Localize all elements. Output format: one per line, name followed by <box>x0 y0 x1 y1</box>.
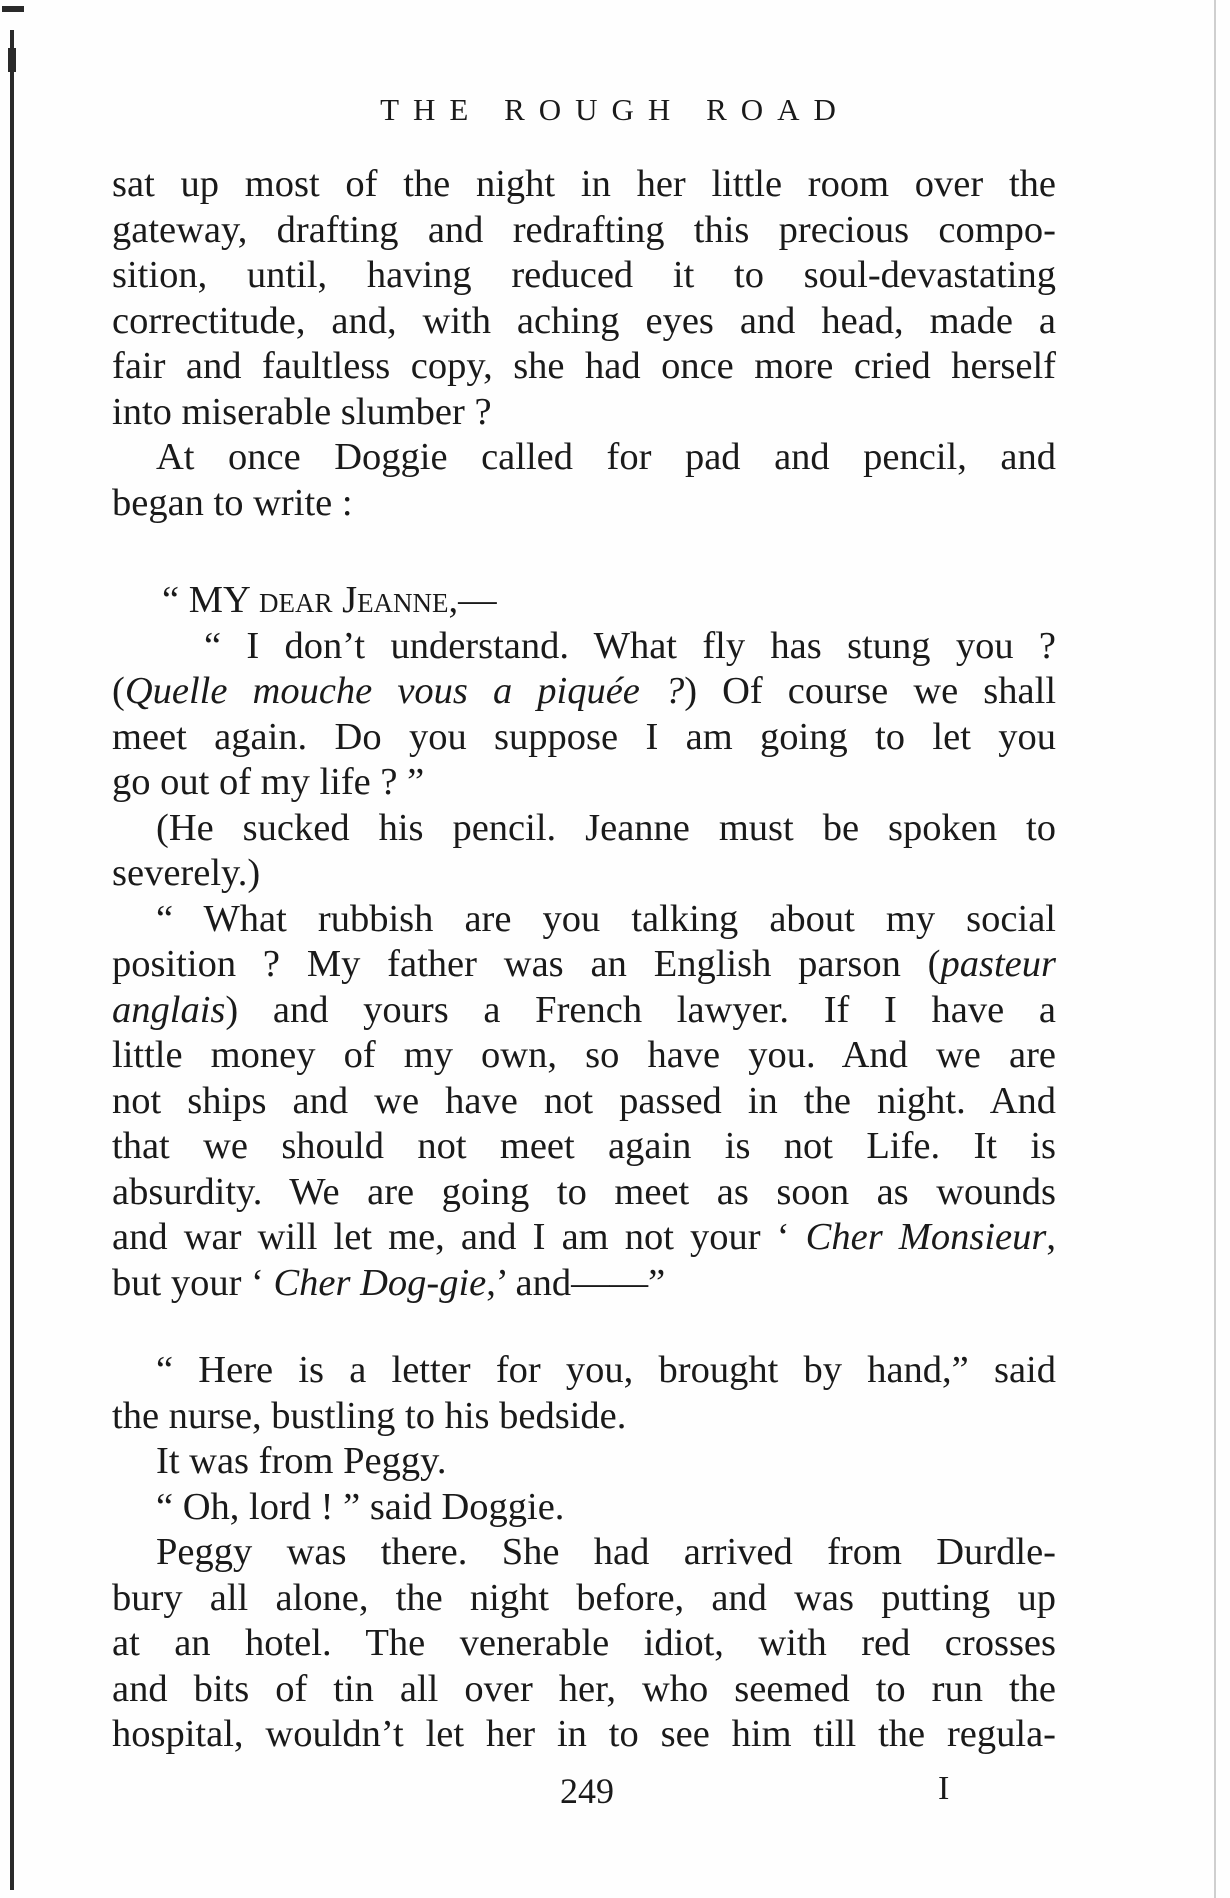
text-line: at an hotel. The venerable idiot, with red crosses <box>112 1622 1056 1664</box>
paragraph-block <box>112 1348 1056 1758</box>
text-line: “ I don’t understand. What fly has stung you ? <box>204 624 1056 667</box>
text-line: but your ‘ Cher Dog-gie,’ and——” <box>112 1261 666 1304</box>
binding-mark <box>8 48 16 72</box>
text-line: “ What rubbish are you talking about my social <box>156 897 1056 940</box>
paragraph-block <box>112 162 1056 526</box>
text-line: go out of my life ? ” <box>112 761 425 803</box>
running-head: THE ROUGH ROAD <box>380 92 850 127</box>
text-line: and war will let me, and I am not your ‘ Cher Monsieur, <box>112 1216 1056 1258</box>
letter-salutation: “ MY dear Jeanne,— <box>162 579 497 621</box>
text-line: the nurse, bustling to his bedside. <box>112 1394 627 1437</box>
text-line: “ Here is a letter for you, brought by hand,” said <box>156 1349 1056 1391</box>
text-line: (Quelle mouche vous a piquée ?) Of course we shall <box>112 670 1057 712</box>
text-line: sition, until, having reduced it to soul-devastating <box>112 254 1056 296</box>
text-line: sat up most of the night in her little room over the <box>112 163 1056 205</box>
text-line: little money of my own, so have you. And we are <box>112 1034 1056 1076</box>
text-line: fair and faultless copy, she had once more cried herself <box>112 345 1056 387</box>
text-line: began to write : <box>112 481 353 524</box>
page-number: 249 <box>560 1771 614 1811</box>
text-line: and bits of tin all over her, who seemed to run the <box>112 1667 1056 1710</box>
text-line: (He sucked his pencil. Jeanne must be spoken to <box>156 806 1056 849</box>
text-line: not ships and we have not passed in the night. And <box>112 1079 1056 1122</box>
page-edge <box>1214 0 1216 1898</box>
text-line: into miserable slumber ? <box>112 390 492 433</box>
binding-edge <box>10 30 14 1890</box>
signature-mark: I <box>938 1770 950 1807</box>
text-line: hospital, wouldn’t let her in to see him till the regula- <box>112 1713 1056 1755</box>
text-line: “ Oh, lord ! ” said Doggie. <box>156 1485 565 1528</box>
text-line: position ? My father was an English parson (pasteur <box>112 943 1056 985</box>
text-line: anglais) and yours a French lawyer. If I have a <box>112 988 1056 1031</box>
text-line: absurdity. We are going to meet as soon as wounds <box>112 1170 1056 1213</box>
text-line: Peggy was there. She had arrived from Durdle- <box>156 1531 1056 1573</box>
text-line: meet again. Do you suppose I am going to let you <box>112 715 1056 758</box>
letter-block <box>112 578 1056 1306</box>
text-line: severely.) <box>112 852 261 894</box>
text-line: correctitude, and, with aching eyes and head, made a <box>112 299 1056 342</box>
text-line: It was from Peggy. <box>156 1440 447 1482</box>
text-line: that we should not meet again is not Life. It is <box>112 1125 1056 1167</box>
text-line: bury all alone, the night before, and was putting up <box>112 1576 1056 1619</box>
binding-mark <box>2 6 24 12</box>
text-line: At once Doggie called for pad and pencil, and <box>156 436 1056 478</box>
text-line: gateway, drafting and redrafting this precious compo- <box>112 208 1056 251</box>
